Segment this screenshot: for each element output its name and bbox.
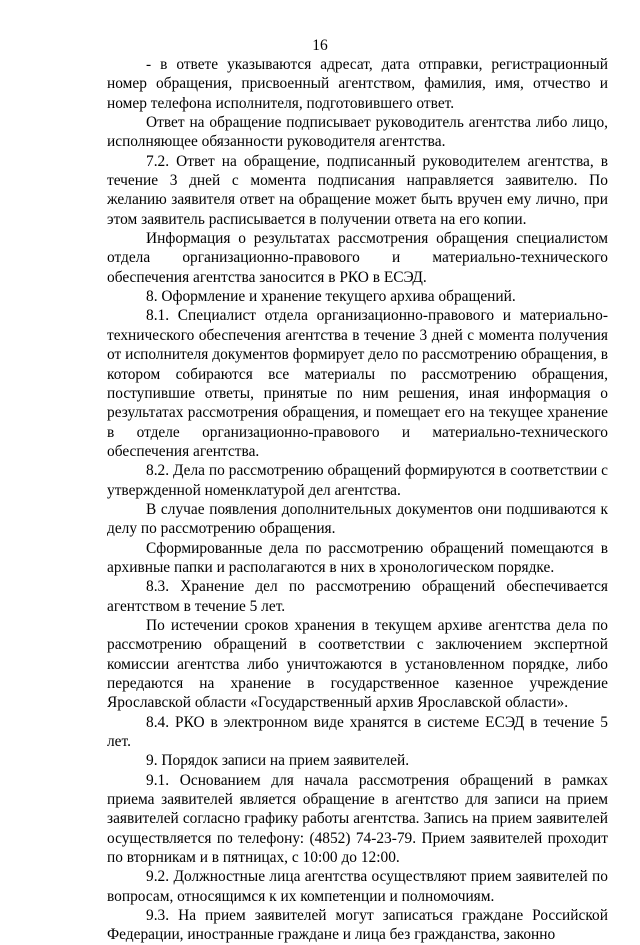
- paragraph: 8.3. Хранение дел по рассмотрению обращений обеспечивается агентством в течение 5 лет.: [107, 578, 608, 615]
- paragraph: Ответ на обращение подписывает руководитель агентства либо лицо, исполняющее обязанности руководителя агентства.: [107, 114, 608, 151]
- paragraph: 7.2. Ответ на обращение, подписанный руководителем агентства, в течение 3 дней с момента подписания направляется заявителю. По желанию заявителя ответ на обращение может быть вручен ему лично, при этом заявитель расписывается в получении ответа на его копии.: [107, 152, 608, 228]
- paragraph: - в ответе указываются адресат, дата отправки, регистрационный номер обращения, присвоенный агентством, фамилия, имя, отчество и номер телефона исполнителя, подготовившего ответ.: [107, 56, 608, 112]
- paragraph: По истечении сроков хранения в текущем архиве агентства дела по рассмотрению обращений в соответствии с заключением экспертной комиссии агентства либо уничтожаются в установленном порядке, либо передаются на хранение в государственное казенное учреждение Ярославской области «Государственный архив Ярославской области».: [107, 616, 608, 712]
- paragraph: Сформированные дела по рассмотрению обращений помещаются в архивные папки и располагаются в них в хронологическом порядке.: [107, 539, 608, 576]
- paragraph: В случае появления дополнительных документов они подшиваются к делу по рассмотрению обращения.: [107, 500, 608, 538]
- page-number: 16: [312, 37, 328, 54]
- paragraph: 8.1. Специалист отдела организационно-правового и материально-технического обеспечения агентства в течение 3 дней с момента получения от исполнителя документов формирует дело по рассмотрению обращения, в котором собираются все материалы по рассмотрению обращения, поступившие ответы, принятые по ним решения, иная информация о результатах рассмотрения обращения, и помещает его на текущее хранение в отделе организационно-правового и материально-технического обеспечения агентства.: [107, 307, 608, 460]
- section-heading: 9. Порядок записи на прием заявителей.: [146, 752, 410, 770]
- paragraph: Информация о результатах рассмотрения обращения специалистом отдела организационно-правового и материально-технического обеспечения агентства заносится в РКО в ЕСЭД.: [107, 230, 608, 286]
- paragraph: 9.2. Должностные лица агентства осуществляют прием заявителей по вопросам, относящимся к их компетенции и полномочиям.: [107, 868, 608, 905]
- paragraph: 9.3. На прием заявителей могут записаться граждане Российской Федерации, иностранные граждане и лица без гражданства, законно: [107, 907, 608, 944]
- paragraph: 8.4. РКО в электронном виде хранятся в системе ЕСЭД в течение 5 лет.: [107, 713, 608, 751]
- paragraph: 8.2. Дела по рассмотрению обращений формируются в соответствии с утвержденной номенклатурой дел агентства.: [107, 462, 608, 499]
- paragraph: 9.1. Основанием для начала рассмотрения обращений в рамках приема заявителей является обращение в агентство для записи на прием заявителей согласно графику работы агентства. Запись на прием заявителей осуществляется по телефону: (4852) 74-23-79. Прием заявителей проходит по вторникам и в пятницах, с 10:00 до 12:00.: [107, 771, 608, 867]
- document-body: [107, 55, 608, 945]
- section-heading: 8. Оформление и хранение текущего архива обращений.: [146, 288, 516, 306]
